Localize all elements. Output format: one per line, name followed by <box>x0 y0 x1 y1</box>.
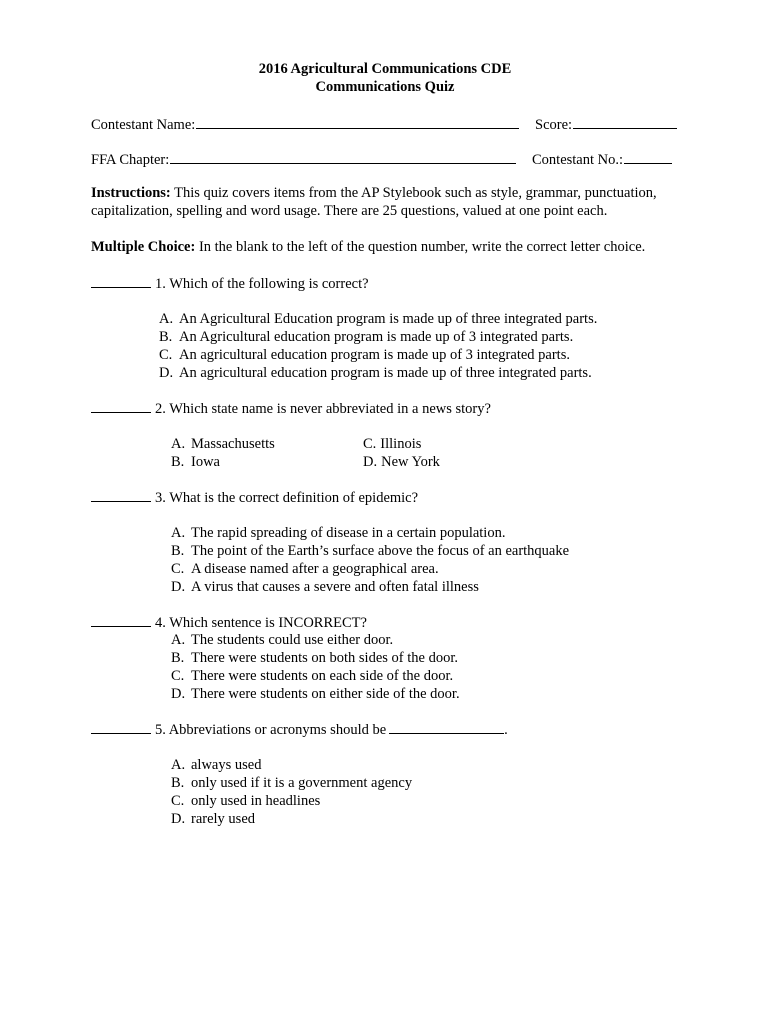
contestant-no-label: Contestant No.: <box>532 152 624 168</box>
contestant-name-label: Contestant Name: <box>91 117 196 133</box>
option-2a <box>171 435 275 453</box>
option-letter: D. <box>171 579 186 595</box>
option-5a <box>171 756 261 774</box>
score-field[interactable] <box>535 114 677 134</box>
score-label: Score: <box>535 117 573 133</box>
option-letter: C. <box>363 436 377 452</box>
option-text: always used <box>191 757 262 773</box>
option-4c <box>171 667 453 685</box>
option-text: only used if it is a government agency <box>191 775 413 791</box>
question-3 <box>91 488 418 507</box>
option-4d <box>171 685 460 703</box>
option-1a <box>159 310 597 328</box>
instructions-paragraph <box>91 184 691 220</box>
option-text: New York <box>381 454 440 470</box>
option-2d <box>363 453 440 471</box>
ffa-chapter-field[interactable] <box>91 149 516 169</box>
question-5-text: 5. Abbreviations or acronyms should be <box>155 722 387 738</box>
option-text: The point of the Earth’s surface above the focus of an earthquake <box>191 543 570 559</box>
question-2 <box>91 399 491 418</box>
option-letter: A. <box>171 525 186 541</box>
ffa-chapter-label: FFA Chapter: <box>91 152 170 168</box>
answer-blank-3[interactable] <box>91 488 151 502</box>
option-text: only used in headlines <box>191 793 321 809</box>
question-1 <box>91 274 369 293</box>
option-letter: C. <box>171 793 185 809</box>
option-letter: A. <box>171 632 186 648</box>
contestant-no-line[interactable] <box>624 149 672 164</box>
option-text: An Agricultural Education program is made up of three integrated parts. <box>179 311 598 327</box>
option-text: An agricultural education program is made up of three integrated parts. <box>179 365 592 381</box>
option-2b <box>171 453 220 471</box>
option-letter: A. <box>159 311 174 327</box>
option-letter: D. <box>159 365 174 381</box>
option-letter: B. <box>171 454 185 470</box>
option-text: There were students on both sides of the door. <box>191 650 458 666</box>
answer-blank-5[interactable] <box>91 720 151 734</box>
option-1b <box>159 328 573 346</box>
document-subtitle: Communications Quiz <box>315 79 455 95</box>
option-letter: C. <box>171 668 185 684</box>
option-text: The students could use either door. <box>191 632 394 648</box>
contestant-no-field[interactable] <box>532 149 672 169</box>
option-text: An agricultural education program is made up of 3 integrated parts. <box>179 347 570 363</box>
option-text: The rapid spreading of disease in a certain population. <box>191 525 506 541</box>
question-5 <box>91 720 508 739</box>
option-3b <box>171 542 569 560</box>
multiple-choice-paragraph <box>91 238 711 256</box>
question-1-text: 1. Which of the following is correct? <box>155 276 369 292</box>
fill-in-blank-5[interactable] <box>389 720 504 734</box>
option-letter: D. <box>171 686 186 702</box>
option-1c <box>159 346 570 364</box>
multiple-choice-text: In the blank to the left of the question number, write the correct letter choice. <box>195 239 646 255</box>
answer-blank-4[interactable] <box>91 613 151 627</box>
option-letter: A. <box>171 757 186 773</box>
option-5c <box>171 792 320 810</box>
ffa-chapter-line[interactable] <box>170 149 516 164</box>
option-letter: C. <box>171 561 185 577</box>
instructions-text: This quiz covers items from the AP Stylebook such as style, grammar, punctuation, capitalization, spelling and word usage. There are 25 questions, valued at one point each. <box>91 185 657 219</box>
document-title: 2016 Agricultural Communications CDE <box>258 61 512 77</box>
option-text: A virus that causes a severe and often fatal illness <box>191 579 479 595</box>
option-text: Illinois <box>380 436 422 452</box>
option-5b <box>171 774 412 792</box>
option-text: rarely used <box>191 811 256 827</box>
question-5-suffix: . <box>504 722 508 738</box>
question-3-text: 3. What is the correct definition of epidemic? <box>155 490 419 506</box>
option-text: A disease named after a geographical area. <box>191 561 439 577</box>
question-4 <box>91 613 367 632</box>
option-letter: B. <box>171 650 185 666</box>
answer-blank-1[interactable] <box>91 274 151 288</box>
question-2-text: 2. Which state name is never abbreviated in a news story? <box>155 401 491 417</box>
answer-blank-2[interactable] <box>91 399 151 413</box>
multiple-choice-label: Multiple Choice: <box>91 239 196 255</box>
option-text: An Agricultural education program is made up of 3 integrated parts. <box>179 329 574 345</box>
option-3d <box>171 578 479 596</box>
option-letter: A. <box>171 436 186 452</box>
option-4a <box>171 631 393 649</box>
option-4b <box>171 649 458 667</box>
instructions-label: Instructions: <box>91 185 171 201</box>
option-1d <box>159 364 592 382</box>
contestant-name-line[interactable] <box>196 114 519 129</box>
question-4-text: 4. Which sentence is INCORRECT? <box>155 615 367 631</box>
contestant-name-field[interactable] <box>91 114 519 134</box>
option-letter: B. <box>171 543 185 559</box>
option-letter: B. <box>171 775 185 791</box>
option-letter: C. <box>159 347 173 363</box>
option-letter: B. <box>159 329 173 345</box>
option-letter: D. <box>171 811 186 827</box>
option-text: Iowa <box>191 454 220 470</box>
option-letter: D. <box>363 454 378 470</box>
option-3c <box>171 560 439 578</box>
option-2c <box>363 435 421 453</box>
option-text: There were students on either side of the door. <box>191 686 460 702</box>
option-3a <box>171 524 505 542</box>
score-line[interactable] <box>573 114 677 129</box>
option-text: Massachusetts <box>191 436 275 452</box>
option-text: There were students on each side of the door. <box>191 668 454 684</box>
option-5d <box>171 810 255 828</box>
